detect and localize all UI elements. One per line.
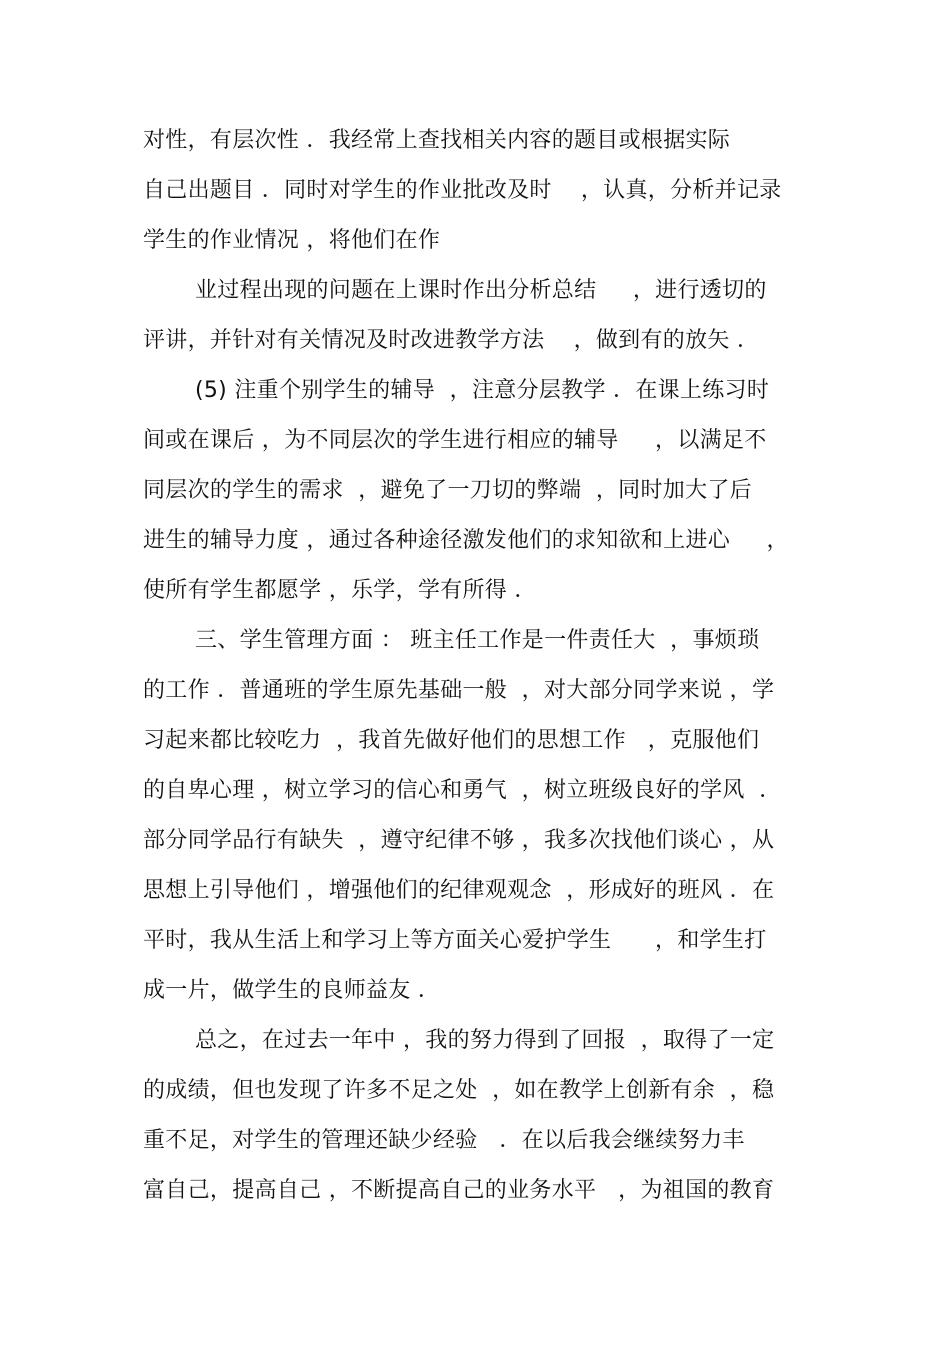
text-line: (5) 注重个别学生的辅导 ，注意分层教学 ．在课上练习时: [195, 378, 770, 403]
text-line: 成一片，做学生的良师益友 ．: [143, 978, 441, 1003]
text-line: 使所有学生都愿学 ，乐学，学有所得 ．: [143, 578, 537, 603]
text-line: 间或在课后 ，为不同层次的学生进行相应的辅导 ，以满足不: [143, 428, 767, 453]
text-line: 部分同学品行有缺失 ，遵守纪律不够 ，我多次找他们谈心 ，从: [143, 828, 775, 853]
text-line: 自己出题目 ．同时对学生的作业批改及时 ，认真，分析并记录: [143, 178, 782, 203]
text-line: 对性，有层次性 ．我经常上查找相关内容的题目或根据实际: [143, 128, 731, 153]
text-line: 总之，在过去一年中 ，我的努力得到了回报 ，取得了一定: [195, 1028, 775, 1053]
text-line: 的自卑心理 ，树立学习的信心和勇气 ，树立班级良好的学风 ．: [143, 778, 782, 803]
text-line: 进生的辅导力度 ，通过各种途径激发他们的求知欲和上进心 ，: [143, 528, 789, 553]
text-line: 的成绩，但也发现了许多不足之处 ，如在教学上创新有余 ，稳: [143, 1078, 775, 1103]
text-line: 评讲，并针对有关情况及时改进教学方法 ，做到有的放矢 ．: [143, 328, 760, 353]
text-line: 习起来都比较吃力 ，我首先做好他们的思想工作 ，克服他们: [143, 728, 760, 753]
text-line: 学生的作业情况 ，将他们在作: [143, 228, 441, 253]
text-line: 平时，我从生活上和学习上等方面关心爱护学生 ，和学生打: [143, 928, 767, 953]
text-line: 业过程出现的问题在上课时作出分析总结 ，进行透切的: [195, 278, 767, 303]
text-line: 三、学生管理方面 ： 班主任工作是一件责任大 ，事烦琐: [195, 628, 760, 653]
text-line: 富自己，提高自己 ，不断提高自己的业务水平 ，为祖国的教育: [143, 1178, 775, 1203]
text-line: 同层次的学生的需求 ，避免了一刀切的弊端 ，同时加大了后: [143, 478, 752, 503]
text-line: 重不足，对学生的管理还缺少经验 ．在以后我会继续努力丰: [143, 1128, 745, 1153]
text-line: 的工作 ．普通班的学生原先基础一般 ，对大部分同学来说 ，学: [143, 678, 775, 703]
text-line: 思想上引导他们 ，增强他们的纪律观观念 ，形成好的班风 ．在: [143, 878, 775, 903]
